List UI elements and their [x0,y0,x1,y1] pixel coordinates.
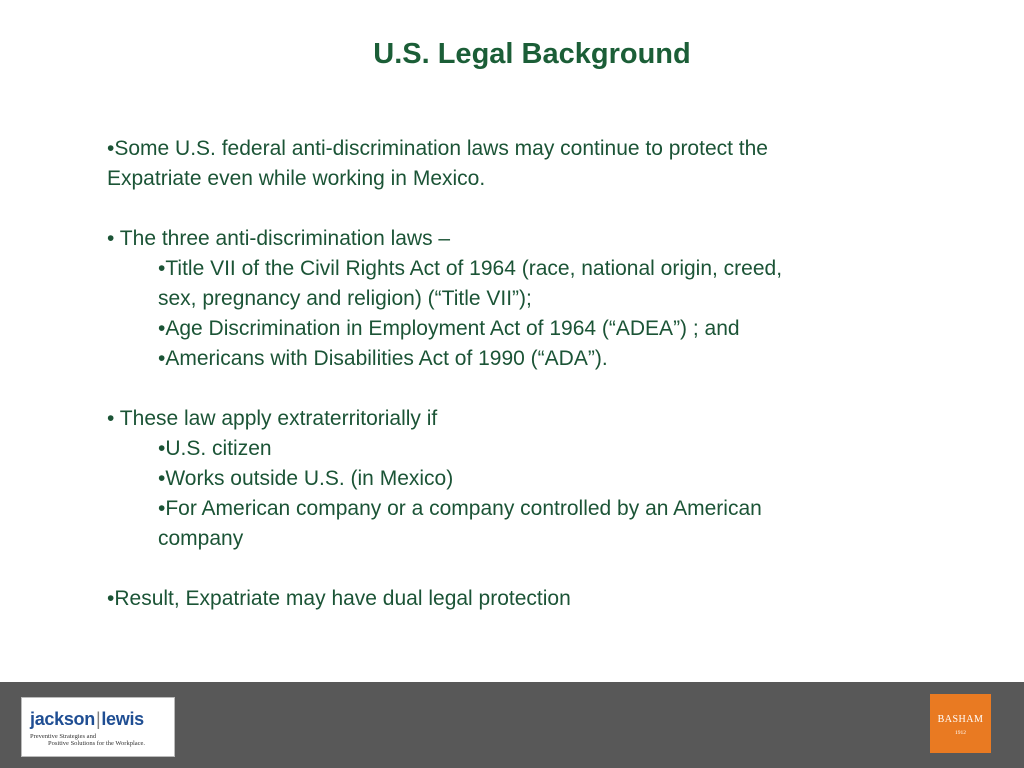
sub-bullet-line: •Works outside U.S. (in Mexico) [158,467,454,490]
basham-year: 1912 [955,730,966,736]
sub-bullet-line: •For American company or a company controlled by an American [158,497,762,520]
spacer [107,374,937,404]
jackson-lewis-tagline [30,733,145,747]
jackson-lewis-brand-part1: jackson [30,709,95,729]
footer-bar [0,682,1024,768]
spacer [107,554,937,584]
spacer [107,194,937,224]
jackson-lewis-wordmark [30,709,144,730]
slide-body [107,134,937,614]
sub-bullet-line: •U.S. citizen [158,437,272,460]
tagline-line-1: Preventive Strategies and [30,733,97,740]
jackson-lewis-brand-part2: lewis [101,709,144,729]
jackson-lewis-logo [21,697,175,757]
sub-bullet-line: •Age Discrimination in Employment Act of 1964 (“ADEA”) ; and [158,317,740,340]
bullet-line: •Result, Expatriate may have dual legal protection [107,587,571,610]
sub-bullet-line: company [158,527,244,550]
sub-bullet-line: •Americans with Disabilities Act of 1990 (“ADA”). [158,347,608,370]
jackson-lewis-separator: | [95,709,101,729]
sub-bullet-line: •Title VII of the Civil Rights Act of 1964 (race, national origin, creed, [158,257,783,280]
bullet-line: Expatriate even while working in Mexico. [107,167,486,190]
basham-logo [930,694,991,753]
slide-title: U.S. Legal Background [373,38,691,70]
bullet-line: •Some U.S. federal anti-discrimination laws may continue to protect the [107,137,768,160]
sub-bullet-line: sex, pregnancy and religion) (“Title VII”); [158,287,532,310]
basham-wordmark: BASHAM [937,714,984,725]
tagline-line-2: Positive Solutions for the Workplace. [48,740,146,747]
bullet-line: • These law apply extraterritorially if [107,407,438,430]
bullet-line: • The three anti-discrimination laws – [107,227,451,250]
